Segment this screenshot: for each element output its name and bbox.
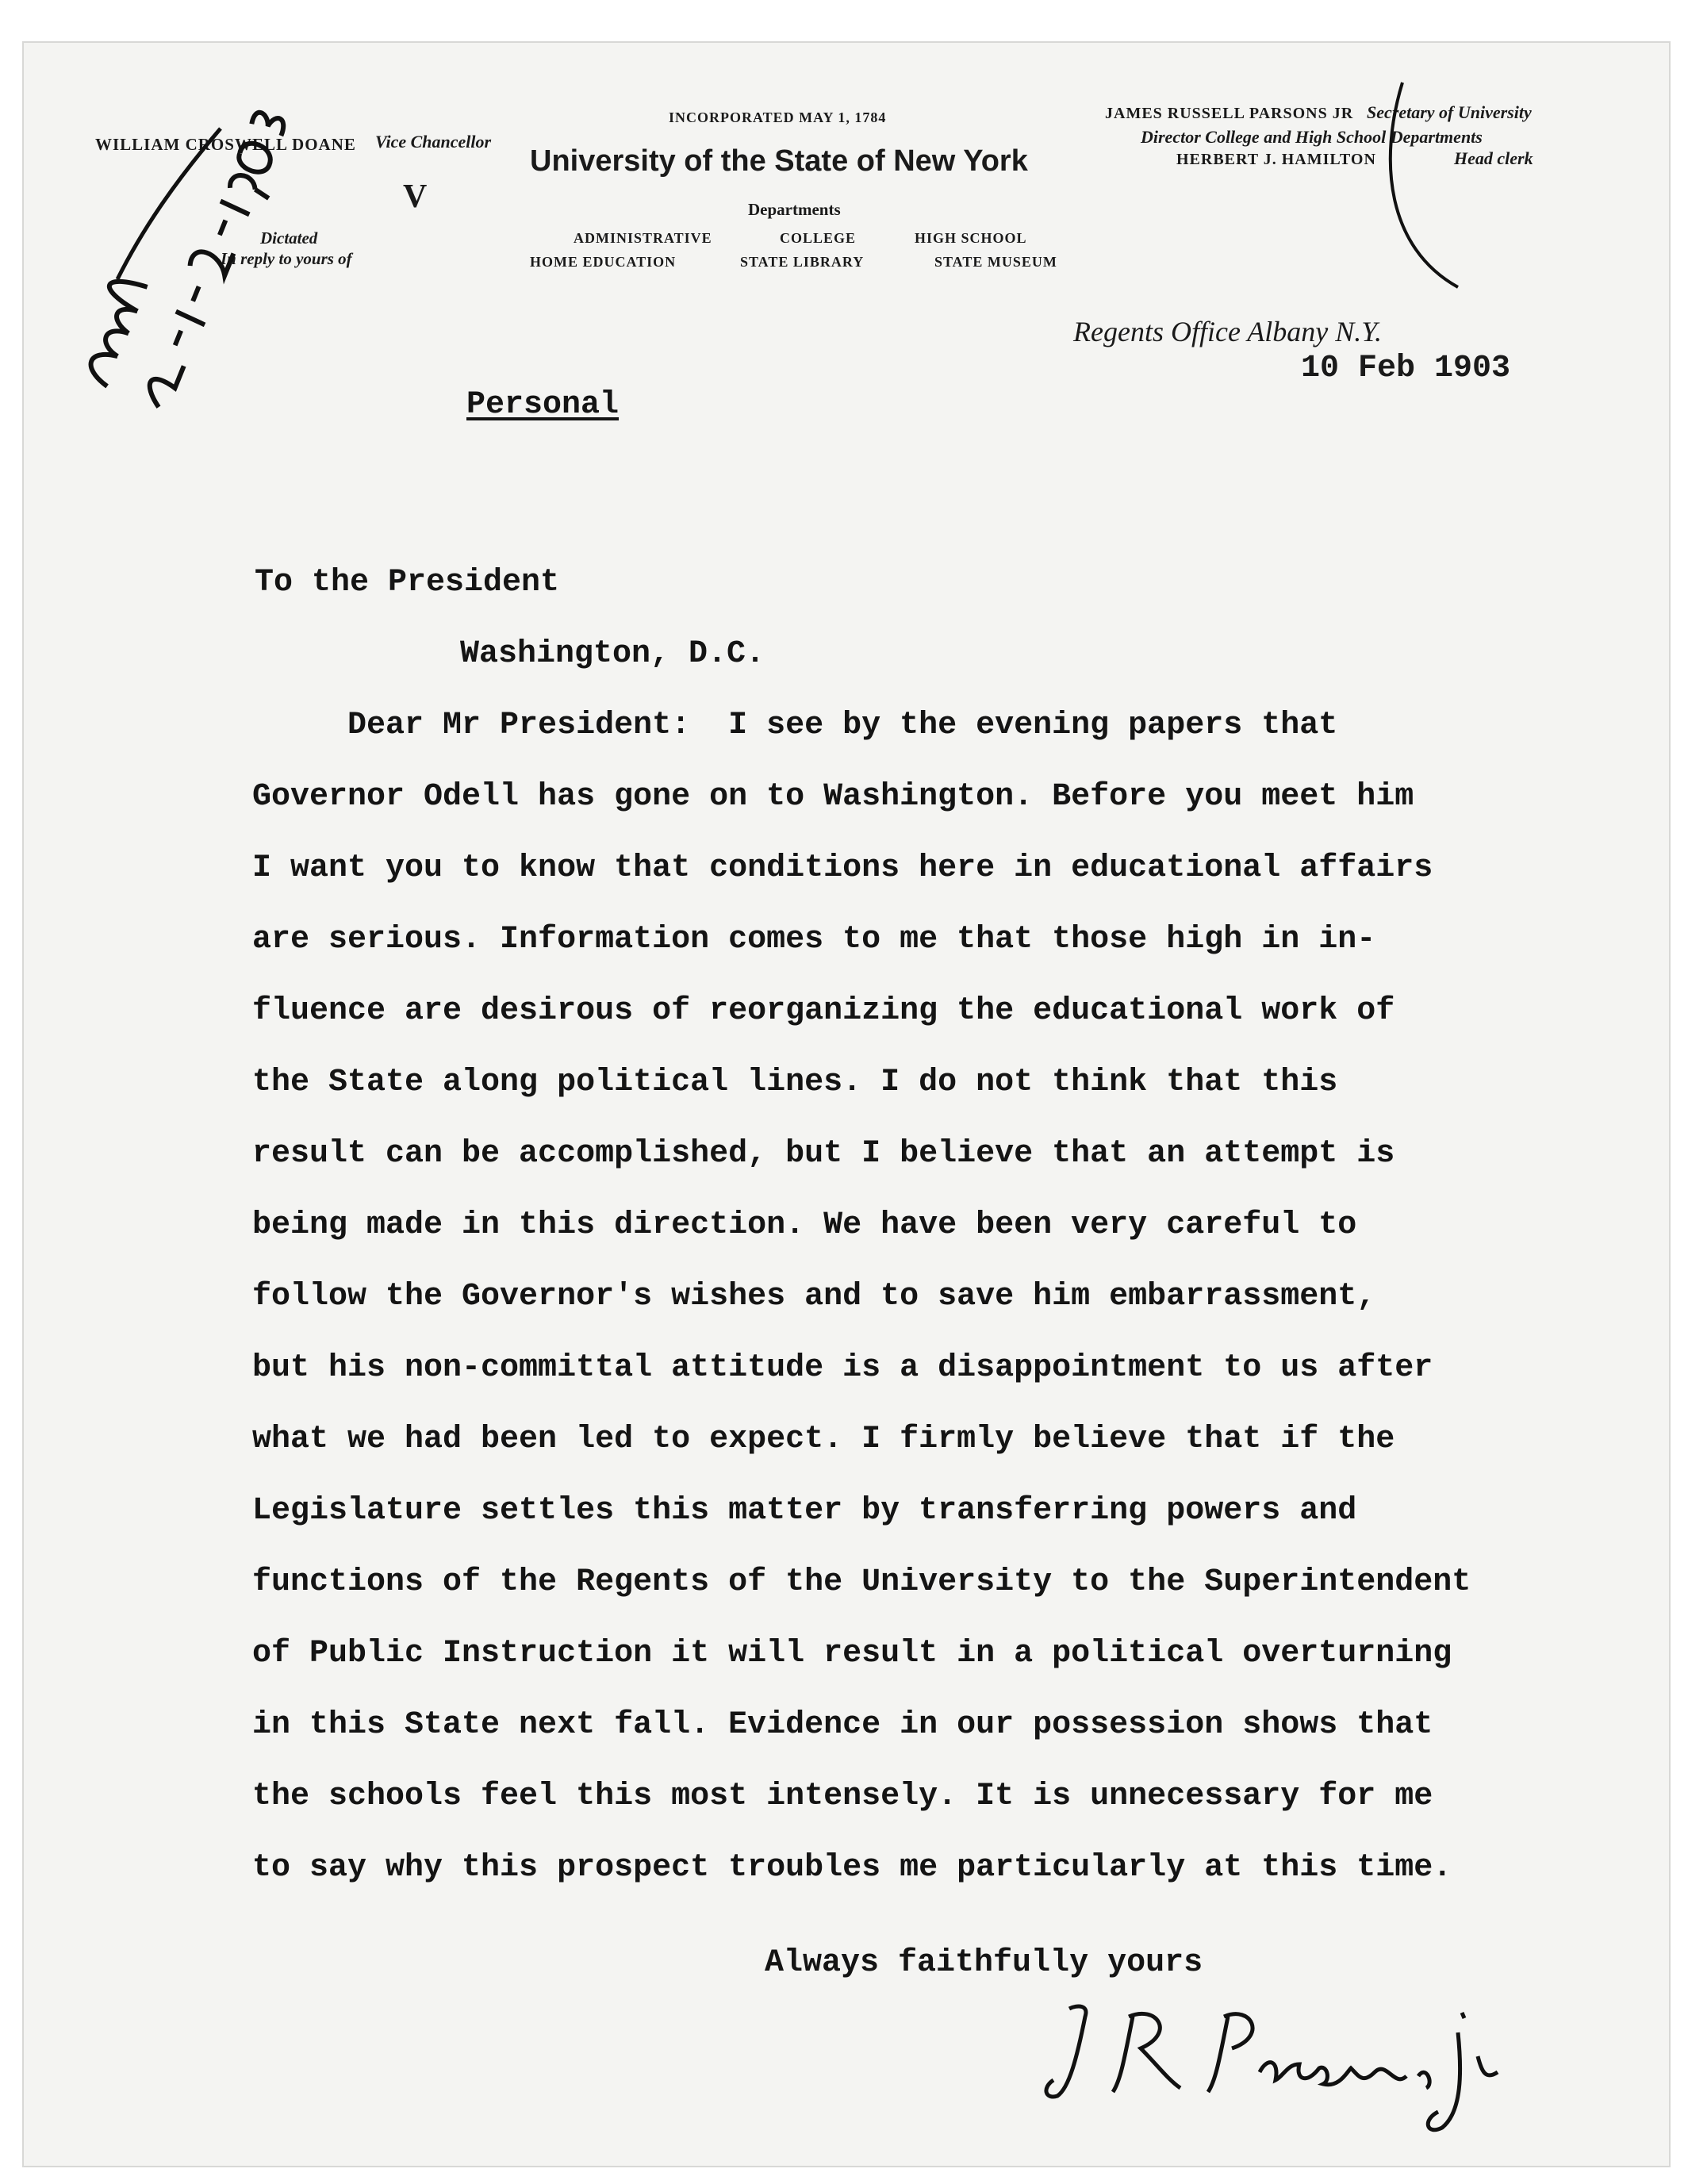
in-reply-label: In reply to yours of	[221, 249, 352, 268]
university-name: University of the State of New York	[530, 144, 1028, 178]
letter-date: 10 Feb 1903	[1301, 351, 1511, 386]
incorporated-line: INCORPORATED MAY 1, 1784	[669, 109, 887, 125]
body-line: to say why this prospect troubles me particularly at this time.	[252, 1850, 1452, 1886]
body-line: fluence are desirous of reorganizing the educational work of	[252, 993, 1395, 1029]
department-item: STATE MUSEUM	[934, 254, 1057, 270]
ink-bracket	[1391, 83, 1458, 287]
signature	[1046, 2006, 1498, 2130]
secretary-name: JAMES RUSSELL PARSONS JR	[1105, 105, 1354, 122]
closing-line: Always faithfully yours	[765, 1945, 1203, 1981]
addressee-line-1: To the President	[255, 565, 560, 601]
department-item: STATE LIBRARY	[740, 254, 865, 270]
place-line: Regents Office Albany N.Y.	[1073, 316, 1382, 347]
departments-label: Departments	[748, 200, 841, 219]
body-line: the State along political lines. I do not think that this	[252, 1065, 1338, 1100]
department-item: HOME EDUCATION	[530, 254, 677, 270]
vice-chancellor-title: Vice Chancellor	[375, 132, 492, 152]
body-line: Governor Odell has gone on to Washington. Before you meet him	[252, 779, 1414, 815]
handwriting-layer	[22, 41, 1671, 2167]
secretary-title: Secretary of University	[1367, 102, 1532, 122]
body-line: being made in this direction. We have been very careful to	[252, 1207, 1357, 1243]
ink-slash	[117, 129, 221, 279]
body-line: functions of the Regents of the University to the Superintendent	[252, 1564, 1471, 1600]
body-line: are serious. Information comes to me that those high in in-	[252, 922, 1376, 958]
department-item: HIGH SCHOOL	[915, 230, 1027, 246]
director-line: Director College and High School Departments	[1141, 127, 1483, 147]
body-line: follow the Governor's wishes and to save him embarrassment,	[252, 1279, 1376, 1315]
clerk-name: HERBERT J. HAMILTON	[1176, 151, 1376, 168]
body-line: Legislature settles this matter by transferring powers and	[252, 1493, 1357, 1529]
clerk-title: Head clerk	[1454, 148, 1533, 168]
body-line: the schools feel this most intensely. It is unnecessary for me	[252, 1779, 1433, 1814]
handwritten-note	[74, 83, 297, 416]
body-line: of Public Instruction it will result in a political overturning	[252, 1636, 1452, 1672]
personal-marking: Personal	[466, 387, 620, 423]
addressee-line-2: Washington, D.C.	[460, 636, 765, 672]
letter-page	[22, 41, 1671, 2167]
body-line: but his non-committal attitude is a disappointment to us after	[252, 1350, 1433, 1386]
dictated-label: Dictated	[260, 228, 318, 248]
vice-chancellor-name: WILLIAM CROSWELL DOANE	[95, 135, 356, 154]
department-item: COLLEGE	[780, 230, 857, 246]
body-line: I want you to know that conditions here in educational affairs	[252, 850, 1433, 886]
body-line: what we had been led to expect. I firmly believe that if the	[252, 1422, 1395, 1457]
body-line: result can be accomplished, but I believe that an attempt is	[252, 1136, 1395, 1172]
roman-numeral: V	[403, 178, 428, 215]
department-item: ADMINISTRATIVE	[574, 230, 712, 246]
body-line: Dear Mr President: I see by the evening papers that	[252, 708, 1338, 743]
body-line: in this State next fall. Evidence in our possession shows that	[252, 1707, 1433, 1743]
